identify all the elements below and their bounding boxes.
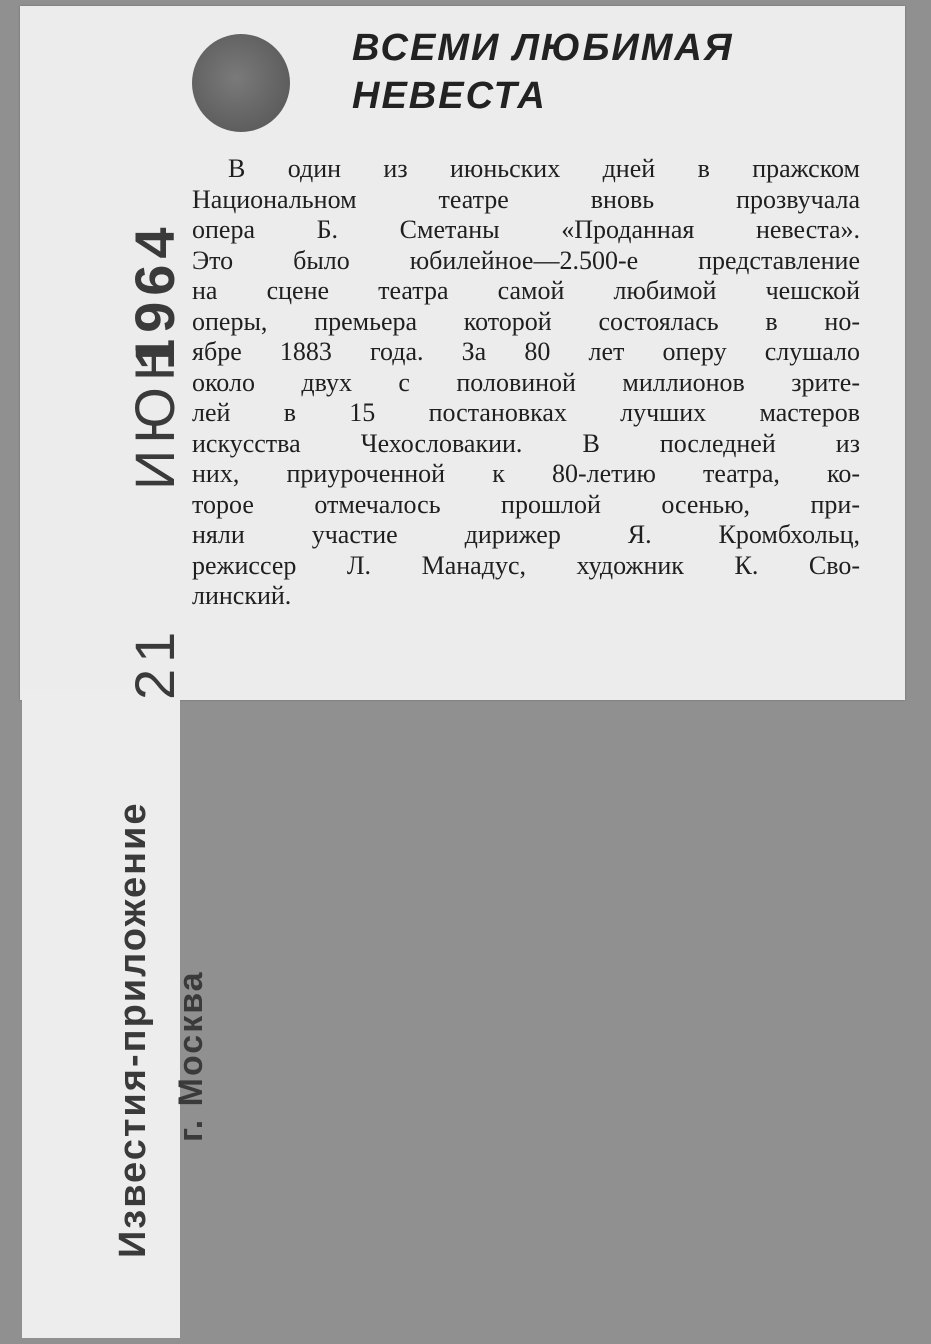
article-line: режиссер Л. Манадус, художник К. Сво- <box>192 550 860 580</box>
article-line: Национальном театре вновь прозвучала <box>192 184 860 214</box>
article-body <box>192 154 860 612</box>
article-title-line-2: НЕВЕСТА <box>352 75 547 117</box>
clipping-stamp-strip <box>22 690 180 1338</box>
article-line: линский. <box>192 581 292 610</box>
article-line: них, приуроченной к 80-летию театра, ко- <box>192 459 860 488</box>
article-line: опера Б. Сметаны «Проданная невеста». <box>192 215 860 244</box>
punch-hole <box>192 34 290 132</box>
article-line: торое отмечалось прошлой осенью, при- <box>192 489 860 519</box>
article-title <box>352 24 872 120</box>
article-line: лей в 15 постановках лучших мастеров <box>192 398 860 427</box>
article-line: ябре 1883 года. За 80 лет оперу слушало <box>192 337 860 366</box>
article-line: около двух с половиной миллионов зрите- <box>192 367 860 397</box>
stamp-day: 21 <box>123 625 186 700</box>
stamp-year: 1964 <box>123 221 186 370</box>
article-line: оперы, премьера которой состоялась в но- <box>192 306 860 336</box>
stamp-city: г. Москва <box>172 970 210 1142</box>
article-line: няли участие дирижер Я. Кромбхольц, <box>192 520 860 549</box>
stamp-newspaper-name: Известия-приложение <box>112 801 154 1258</box>
article-line: Это было юбилейное—2.500-е представление <box>192 245 860 275</box>
article-title-line-1: ВСЕМИ ЛЮБИМАЯ <box>352 27 734 69</box>
article-line: В один из июньских дней в пражском <box>228 154 860 183</box>
article-line: на сцене театра самой любимой чешской <box>192 276 860 305</box>
article-line: искусства Чехословакии. В последней из <box>192 428 860 458</box>
stamp-month: ИЮН <box>123 334 186 490</box>
